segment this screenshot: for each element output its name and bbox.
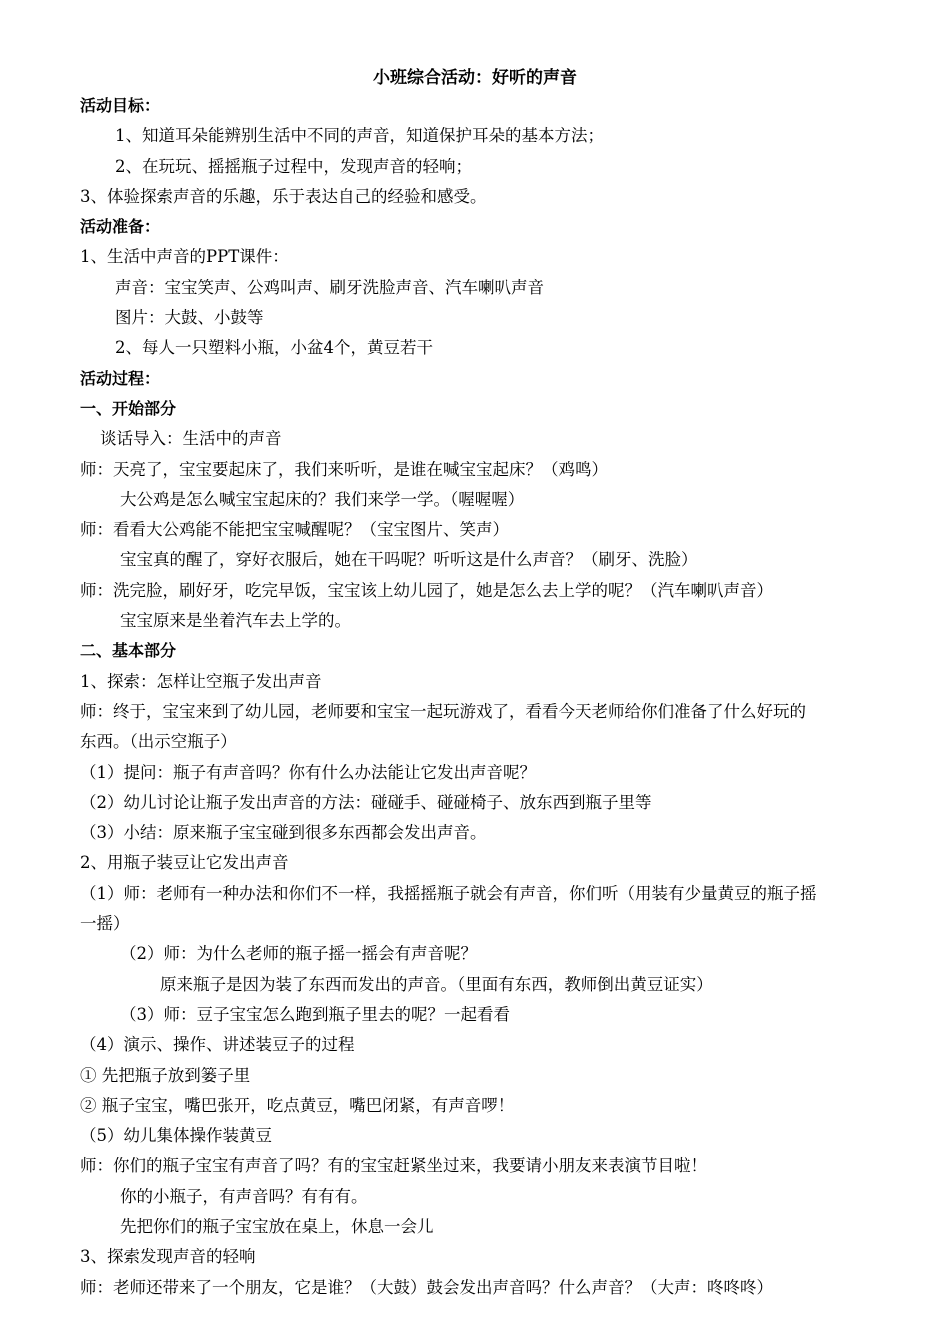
text-line: 师：老师还带来了一个朋友，它是谁？（大鼓）鼓会发出声音吗？什么声音？（大声：咚咚咚） — [80, 1277, 773, 1297]
text-line: 3、探索发现声音的轻响 — [80, 1247, 256, 1267]
section-heading: 二、基本部分 — [80, 641, 177, 661]
text-line: 东西。（出示空瓶子） — [80, 732, 237, 752]
text-line: 先把你们的瓶子宝宝放在桌上，休息一会儿 — [120, 1216, 434, 1236]
section-heading: 一、开始部分 — [80, 398, 177, 418]
text-line: 3、体验探索声音的乐趣，乐于表达自己的经验和感受。 — [80, 186, 487, 206]
text-line: 2、每人一只塑料小瓶，小盆4个，黄豆若干 — [115, 338, 433, 358]
text-line: （3）师：豆子宝宝怎么跑到瓶子里去的呢？一起看看 — [120, 1004, 510, 1024]
text-line: （2）师：为什么老师的瓶子摇一摇会有声音呢？ — [120, 944, 477, 964]
text-line: 师：洗完脸，刷好牙，吃完早饭，宝宝该上幼儿园了，她是怎么去上学的呢？（汽车喇叭声音） — [80, 580, 773, 600]
text-line: 1、探索：怎样让空瓶子发出声音 — [80, 671, 322, 691]
text-line: 师：看看大公鸡能不能把宝宝喊醒呢？（宝宝图片、笑声） — [80, 520, 509, 540]
document-body — [80, 91, 910, 1303]
text-line: （1）师：老师有一种办法和你们不一样，我摇摇瓶子就会有声音，你们听（用装有少量黄豆的瓶子摇 — [80, 883, 817, 903]
text-line: 图片：大鼓、小鼓等 — [115, 308, 264, 328]
text-line: 原来瓶子是因为装了东西而发出的声音。（里面有东西，教师倒出黄豆证实） — [160, 974, 713, 994]
text-line: （3）小结：原来瓶子宝宝碰到很多东西都会发出声音。 — [80, 823, 487, 843]
text-line: 宝宝原来是坐着汽车去上学的。 — [120, 611, 351, 631]
text-line: （1）提问：瓶子有声音吗？你有什么办法能让它发出声音呢？ — [80, 762, 536, 782]
text-line: 声音：宝宝笑声、公鸡叫声、刷牙洗脸声音、汽车喇叭声音 — [115, 277, 544, 297]
text-line: 2、用瓶子装豆让它发出声音 — [80, 853, 289, 873]
text-line: （5）幼儿集体操作装黄豆 — [80, 1126, 272, 1146]
text-line: 师：天亮了，宝宝要起床了，我们来听听，是谁在喊宝宝起床？（鸡鸣） — [80, 459, 608, 479]
text-line: 1、生活中声音的PPT课件： — [80, 247, 289, 267]
text-line: ① 先把瓶子放到篓子里 — [80, 1065, 251, 1085]
text-line: 一摇） — [80, 914, 130, 934]
text-line: 谈话导入：生活中的声音 — [100, 429, 282, 449]
text-line: 2、在玩玩、摇摇瓶子过程中，发现声音的轻响； — [115, 156, 472, 176]
text-line: 你的小瓶子，有声音吗？有有有。 — [120, 1186, 368, 1206]
section-heading: 活动准备： — [80, 217, 161, 237]
text-line: 师：终于，宝宝来到了幼儿园，老师要和宝宝一起玩游戏了，看看今天老师给你们准备了什么好玩的 — [80, 701, 806, 721]
text-line: ② 瓶子宝宝，嘴巴张开，吃点黄豆，嘴巴闭紧，有声音啰！ — [80, 1095, 515, 1115]
text-line: 大公鸡是怎么喊宝宝起床的？我们来学一学。（喔喔喔） — [120, 489, 525, 509]
text-line: 师：你们的瓶子宝宝有声音了吗？有的宝宝赶紧坐过来，我要请小朋友来表演节目啦！ — [80, 1156, 707, 1176]
text-line: 宝宝真的醒了，穿好衣服后，她在干吗呢？听听这是什么声音？（刷牙、洗脸） — [120, 550, 698, 570]
section-heading: 活动过程： — [80, 368, 161, 388]
text-line: （4）演示、操作、讲述装豆子的过程 — [80, 1035, 355, 1055]
text-line: （2）幼儿讨论让瓶子发出声音的方法：碰碰手、碰碰椅子、放东西到瓶子里等 — [80, 792, 652, 812]
document-title: 小班综合活动：好听的声音 — [373, 68, 577, 88]
text-line: 1、知道耳朵能辨别生活中不同的声音，知道保护耳朵的基本方法； — [115, 126, 604, 146]
section-heading: 活动目标： — [80, 96, 161, 115]
